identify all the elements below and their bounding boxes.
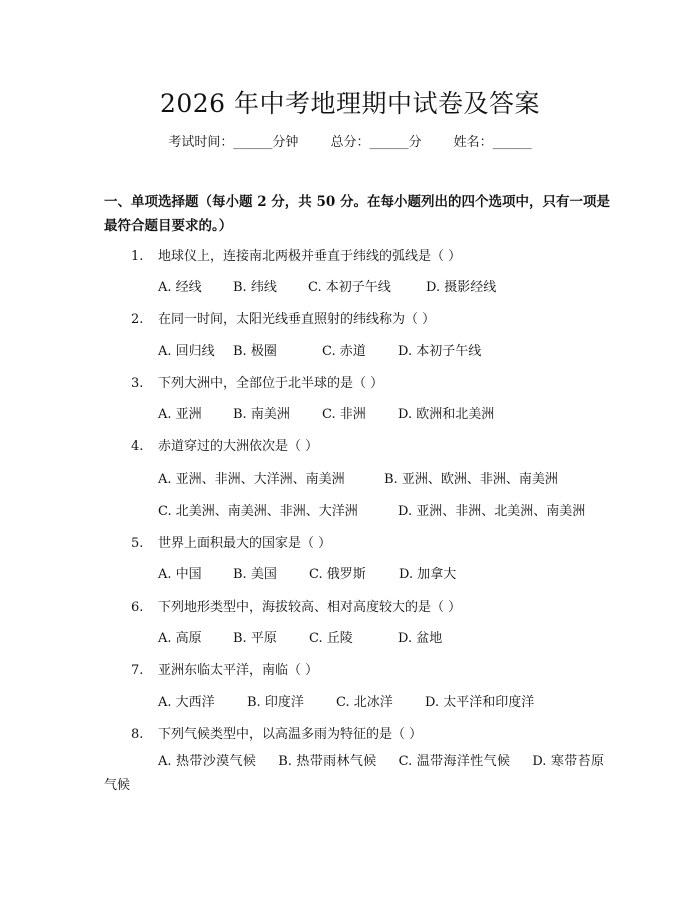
options-2 (158, 340, 481, 359)
option-a: A. 回归线 (158, 344, 215, 359)
options-8 (104, 750, 604, 798)
option-c: C. 非洲 (322, 407, 366, 422)
question-text: 世界上面积最大的国家是（ ） (158, 536, 332, 551)
question-number: 6. (131, 600, 144, 615)
option-c: C. 温带海洋性气候 (398, 754, 511, 769)
question-1 (131, 245, 461, 264)
option-b: B. 热带雨林气候 (278, 754, 377, 769)
question-6 (131, 596, 461, 615)
option-a: A. 亚洲 (158, 407, 202, 422)
option-d: D. 摄影经线 (426, 280, 497, 295)
question-text: 亚洲东临太平洋，南临（ ） (158, 663, 319, 678)
options-4a (158, 468, 558, 487)
option-b: B. 亚洲、欧洲、非洲、南美洲 (384, 472, 558, 487)
options-3 (158, 403, 494, 422)
options-6 (158, 627, 442, 646)
question-text: 地球仪上，连接南北两极并垂直于纬线的弧线是（ ） (158, 249, 462, 264)
question-number: 8. (131, 727, 144, 742)
option-c: C. 赤道 (322, 344, 366, 359)
option-b: B. 印度洋 (247, 695, 304, 710)
option-d: D. 本初子午线 (398, 344, 482, 359)
question-8 (131, 723, 422, 742)
question-text: 在同一时间，太阳光线垂直照射的纬线称为（ ） (158, 312, 436, 327)
question-number: 1. (131, 249, 144, 264)
option-d: D. 亚洲、非洲、北美洲、南美洲 (398, 504, 586, 519)
question-number: 4. (131, 439, 144, 454)
question-text: 下列大洲中，全部位于北半球的是（ ） (158, 376, 384, 391)
page-title: 2026 年中考地理期中试卷及答案 (159, 89, 541, 118)
option-d: D. 盆地 (398, 631, 443, 646)
option-d: D. 加拿大 (399, 567, 457, 582)
question-text: 赤道穿过的大洲依次是（ ） (158, 439, 319, 454)
exam-score: 总分：______分 (330, 135, 422, 150)
option-b: B. 极圈 (233, 344, 277, 359)
question-number: 3. (131, 376, 144, 391)
option-c: C. 北美洲、南美洲、非洲、大洋洲 (158, 504, 358, 519)
exam-time: 考试时间：______分钟 (168, 135, 299, 150)
option-d: D. 欧洲和北美洲 (398, 407, 495, 422)
option-b: B. 美国 (233, 567, 277, 582)
option-b: B. 南美洲 (233, 407, 290, 422)
option-a: A. 亚洲、非洲、大洋洲、南美洲 (158, 472, 345, 487)
options-5 (158, 563, 456, 582)
option-b: B. 平原 (233, 631, 277, 646)
option-c: C. 丘陵 (309, 631, 353, 646)
section-heading: 一、单项选择题（每小题 2 分，共 50 分。在每小题列出的四个选项中，只有一项是最符合题目要求的。） (104, 194, 610, 234)
question-text: 下列地形类型中，海拔较高、相对高度较大的是（ ） (158, 600, 462, 615)
option-a: A. 高原 (158, 631, 202, 646)
option-c: C. 北冰洋 (336, 695, 393, 710)
option-c: C. 俄罗斯 (309, 567, 366, 582)
option-a: A. 热带沙漠气候 (158, 754, 257, 769)
option-a: A. 中国 (158, 567, 202, 582)
student-name: 姓名：______ (453, 135, 532, 150)
option-c: C. 本初子午线 (308, 280, 391, 295)
question-text: 下列气候类型中，以高温多雨为特征的是（ ） (158, 727, 423, 742)
question-number: 2. (131, 312, 144, 327)
option-a: A. 经线 (158, 280, 202, 295)
options-4b (158, 500, 585, 519)
question-number: 7. (131, 663, 144, 678)
question-3 (131, 372, 383, 391)
option-d: D. 寒带苔原气候 (104, 754, 605, 793)
option-a: A. 大西洋 (158, 695, 215, 710)
exam-info (0, 131, 700, 150)
question-7 (131, 659, 318, 678)
question-2 (131, 308, 435, 327)
option-b: B. 纬线 (233, 280, 277, 295)
option-d: D. 太平洋和印度洋 (425, 695, 535, 710)
question-5 (131, 532, 331, 551)
options-1 (158, 276, 496, 295)
question-4 (131, 435, 318, 454)
question-number: 5. (131, 536, 144, 551)
options-7 (158, 691, 534, 710)
